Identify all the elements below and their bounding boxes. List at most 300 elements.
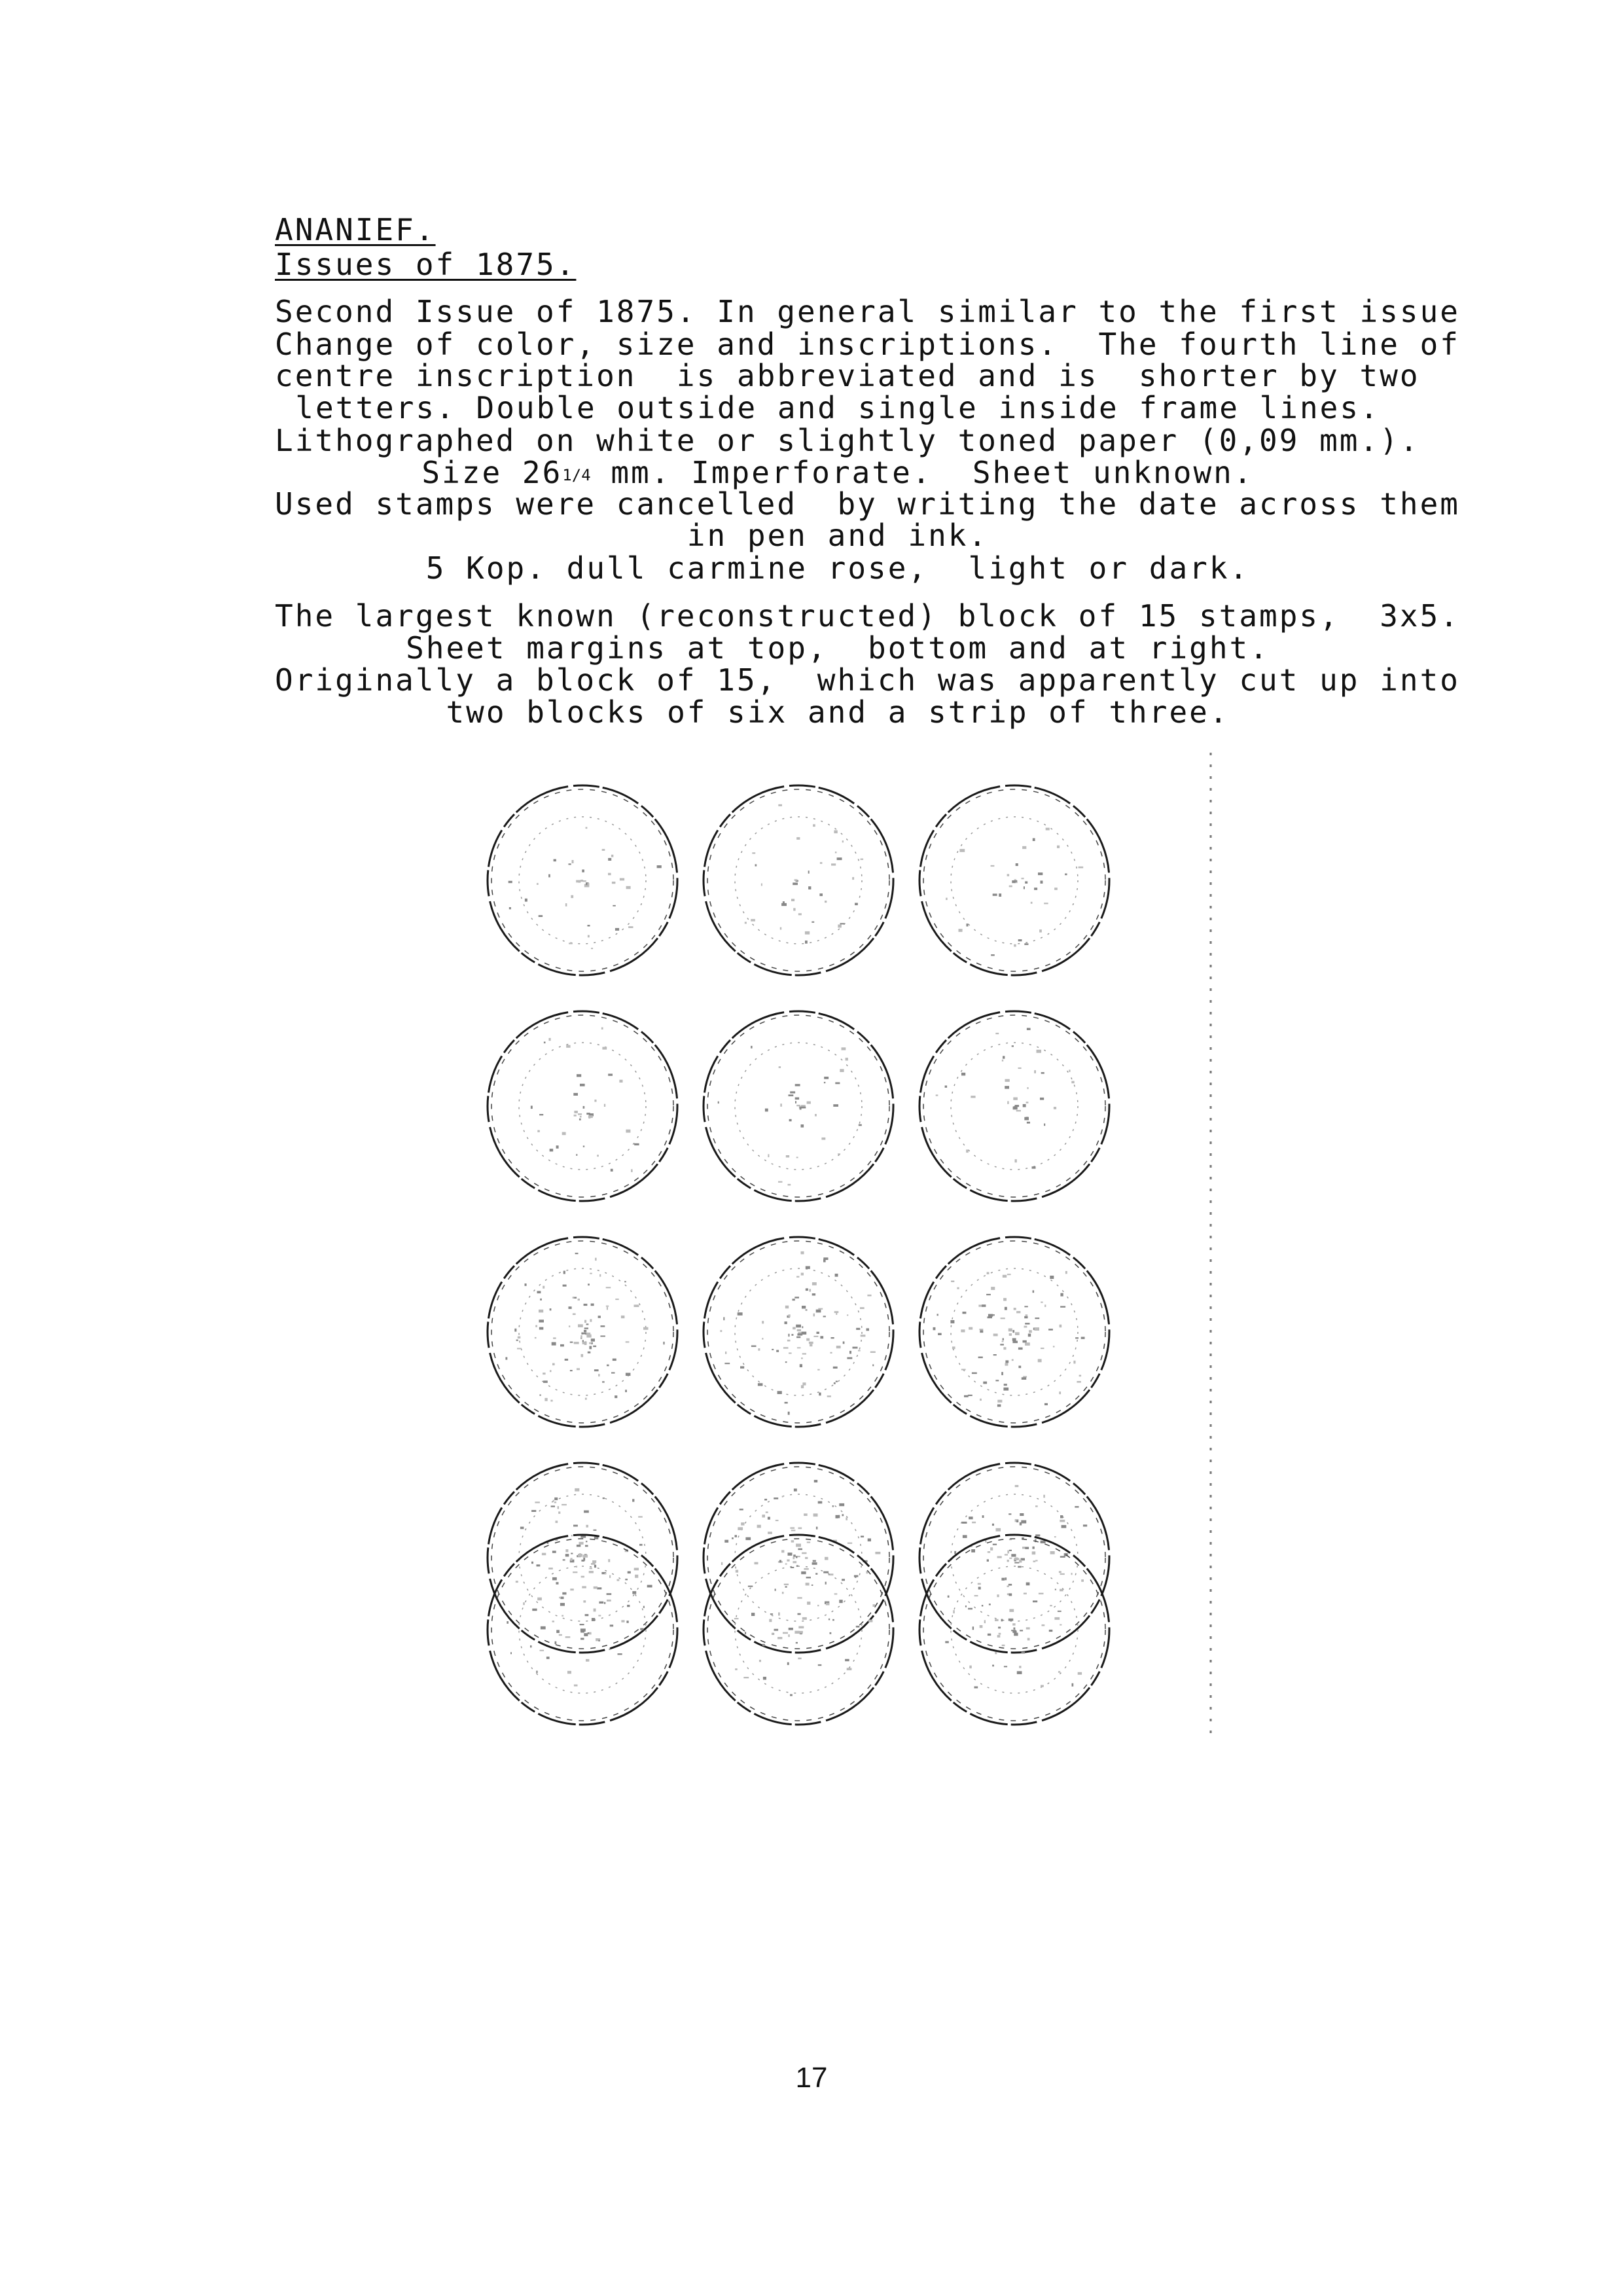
stamp-inscription-speck <box>813 1336 818 1337</box>
stamp-inscription-speck <box>517 1348 522 1349</box>
stamp-outer-frame <box>919 1535 1109 1725</box>
stamp-inscription-speck <box>520 1527 524 1530</box>
stamp-inscription-speck <box>1005 1079 1010 1082</box>
stamp-inscription-speck <box>798 1658 801 1660</box>
stamp-inscription-speck <box>1027 1638 1030 1641</box>
stamp-inner-frame <box>951 1043 1078 1170</box>
stamp-inscription-speck <box>785 1564 787 1565</box>
stamp-inscription-speck <box>751 1346 757 1347</box>
stamp-inscription-speck <box>938 1333 942 1335</box>
stamp-inscription-speck <box>609 1575 611 1578</box>
stamp-inscription-speck <box>554 1498 558 1500</box>
stamp-inscription-speck <box>839 1600 842 1603</box>
stamp-inscription-speck <box>1072 1683 1074 1687</box>
stamp-inscription-speck <box>740 1509 743 1511</box>
stamp-inscription-speck <box>1026 1627 1030 1629</box>
stamp-inscription-speck <box>858 1350 861 1352</box>
stamp-inscription-speck <box>997 1405 1001 1407</box>
stamp-inscription-speck <box>1035 1534 1040 1536</box>
stamp-inscription-speck <box>1024 1326 1027 1328</box>
stamp-inscription-speck <box>610 1624 613 1626</box>
stamp-inscription-speck <box>598 1640 600 1641</box>
stamp-inscription-speck <box>1005 1360 1008 1363</box>
stamp-inscription-speck <box>584 1327 588 1329</box>
stamp-inscription-speck <box>968 1395 972 1396</box>
stamp-inscription-speck <box>1012 1623 1015 1625</box>
stamp-inscription-speck <box>552 1363 555 1366</box>
stamp-inscription-speck <box>790 1527 794 1529</box>
stamp-inscription-speck <box>836 1381 838 1382</box>
stamp-inscription-speck <box>611 855 613 857</box>
stamp-inscription-speck <box>969 1516 973 1519</box>
stamp-inscription-speck <box>966 1149 969 1153</box>
stamp-inscription-speck <box>830 1632 832 1634</box>
stamp-inscription-speck <box>980 1330 983 1333</box>
stamp-inscription-speck <box>1054 1617 1060 1620</box>
stamp-inscription-speck <box>824 1082 825 1083</box>
stamp-inscription-speck <box>1034 1070 1036 1073</box>
stamp-inscription-speck <box>663 1342 664 1344</box>
stamp-inscription-speck <box>993 1354 997 1355</box>
stamp-inscription-speck <box>794 1297 799 1299</box>
stamp-inscription-speck <box>933 1327 936 1330</box>
stamp-inscription-speck <box>1019 1560 1022 1563</box>
stamp-inscription-speck <box>584 1330 586 1333</box>
stamp-inscription-speck <box>590 1319 592 1321</box>
stamp-inscription-speck <box>586 1335 591 1338</box>
stamp <box>919 1011 1109 1201</box>
stamp-inscription-speck <box>516 1340 518 1341</box>
stamp-inscription-speck <box>552 1621 555 1623</box>
stamp-inscription-speck <box>790 1694 793 1696</box>
stamp-inscription-speck <box>1058 1611 1061 1612</box>
stamp-inscription-speck <box>1014 1628 1016 1630</box>
stamp-inscription-speck <box>814 1480 817 1482</box>
stamp-inscription-speck <box>566 1045 570 1048</box>
stamp-inscription-speck <box>560 1344 564 1347</box>
stamp-inscription-speck <box>1041 1685 1044 1687</box>
stamp-inscription-speck <box>840 1069 844 1072</box>
stamp-inscription-speck <box>1060 1325 1062 1328</box>
stamp-inscription-speck <box>798 913 802 915</box>
stamp-inscription-speck <box>525 1283 527 1286</box>
stamp-inscription-speck <box>755 1562 758 1565</box>
stamp-inscription-speck <box>1033 1560 1036 1562</box>
stamp-inscription-speck <box>953 1610 955 1613</box>
stamp-inscription-speck <box>999 1633 1001 1635</box>
stamp-inscription-speck <box>1071 1573 1073 1575</box>
paragraph1-line-4: letters. Double outside and single inside frame lines. <box>295 390 1380 425</box>
stamp-inscription-speck <box>783 1347 789 1349</box>
stamp-inscription-speck <box>548 1568 553 1570</box>
stamp-inscription-speck <box>548 874 550 878</box>
stamp-inscription-speck <box>991 1287 995 1290</box>
stamp-inscription-speck <box>856 1626 860 1628</box>
stamp-inscription-speck <box>532 1609 537 1611</box>
stamp-inscription-speck <box>1020 1513 1024 1516</box>
stamp-inscription-speck <box>556 1520 558 1523</box>
stamp-inscription-speck <box>818 1308 823 1310</box>
stamp-inscription-speck <box>1028 1334 1031 1337</box>
stamp-inscription-speck <box>772 1633 774 1634</box>
stamp-inscription-speck <box>718 1102 719 1103</box>
stamp-inscription-speck <box>1014 1562 1019 1564</box>
stamp-inscription-speck <box>807 1541 810 1543</box>
stamp-inscription-speck <box>611 1372 615 1374</box>
stamp-inscription-speck <box>1081 1337 1085 1339</box>
stamp-inscription-speck <box>562 1592 566 1595</box>
stamp-inscription-speck <box>798 1631 803 1634</box>
stamp-inscription-speck <box>537 1598 542 1601</box>
paragraph2-line-2: Sheet margins at top, bottom and at right. <box>406 630 1270 666</box>
stamp-inscription-speck <box>980 1399 982 1401</box>
stamp-inscription-speck <box>832 1619 834 1621</box>
stamp-inscription-speck <box>550 1149 554 1151</box>
stamp-inscription-speck <box>583 1106 585 1109</box>
stamp-inscription-speck <box>806 1266 810 1269</box>
stamp-inscription-speck <box>598 1374 600 1376</box>
stamp-inscription-speck <box>835 1274 838 1277</box>
stamp-inscription-speck <box>543 1372 546 1374</box>
stamp-inscription-speck <box>602 849 605 851</box>
stamp-inscription-speck <box>765 1109 768 1112</box>
stamp-inscription-speck <box>798 1613 801 1615</box>
stamp-inscription-speck <box>787 1340 791 1342</box>
stamp-inscription-speck <box>1037 1050 1042 1053</box>
stamp-inscription-speck <box>797 1597 802 1599</box>
stamp-inscription-speck <box>987 1559 989 1562</box>
stamp-inscription-speck <box>855 903 858 905</box>
stamp-inscription-speck <box>868 1539 871 1542</box>
stamp-inscription-speck <box>569 1325 570 1327</box>
stamp-inscription-speck <box>582 870 584 872</box>
stamp-inscription-speck <box>830 1352 832 1354</box>
stamp-inscription-speck <box>597 1155 599 1157</box>
stamp-inscription-speck <box>812 1562 817 1565</box>
stamp-inscription-speck <box>1069 1069 1070 1071</box>
stamp-inscription-speck <box>805 941 808 944</box>
stamp-inscription-speck <box>552 1577 557 1581</box>
stamp-inscription-speck <box>751 1613 755 1616</box>
stamp-inscription-speck <box>797 1329 801 1331</box>
stamp-inscription-speck <box>954 1551 956 1554</box>
stamp-inscription-speck <box>634 1568 639 1570</box>
stamp-inscription-speck <box>1044 903 1048 904</box>
stamp-inscription-speck <box>539 1310 543 1313</box>
page-number: 17 <box>795 2062 828 2094</box>
stamp-inscription-speck <box>584 1633 588 1636</box>
stamp-inscription-speck <box>842 840 844 842</box>
stamp-inscription-speck <box>745 922 747 924</box>
size-fraction: 1/4 <box>562 465 591 484</box>
stamp-inscription-speck <box>1003 1338 1004 1340</box>
stamp-inner-frame <box>735 1566 862 1693</box>
stamp-inscription-speck <box>1009 1333 1012 1336</box>
stamp-inscription-speck <box>1011 1630 1016 1631</box>
stamp-inscription-speck <box>635 1575 638 1578</box>
stamp-inscription-speck <box>812 1293 815 1295</box>
stamp-inscription-speck <box>1071 1081 1074 1084</box>
stamp-inscription-speck <box>978 1357 983 1359</box>
stamp-inscription-speck <box>957 1287 959 1289</box>
stamp-inscription-speck <box>802 1353 806 1354</box>
stamp-inscription-speck <box>849 1351 851 1354</box>
stamp-inscription-speck <box>847 1314 848 1316</box>
stamp-inscription-speck <box>570 1588 574 1590</box>
stamp-inscription-speck <box>826 1603 830 1605</box>
stamp-inscription-speck <box>838 925 842 928</box>
stamp-inscription-speck <box>1003 1388 1008 1391</box>
stamp-inscription-speck <box>583 1145 584 1147</box>
stamp-inscription-speck <box>1018 1067 1022 1069</box>
stamp-inscription-speck <box>802 1326 803 1328</box>
stamp-inscription-speck <box>791 1334 793 1336</box>
stamp-inscription-speck <box>588 925 590 927</box>
stamp-inscription-speck <box>772 1349 774 1350</box>
paragraph1-line-6 <box>275 456 1400 490</box>
stamp-inscription-speck <box>793 1299 795 1300</box>
stamp-inscription-speck <box>836 1312 837 1315</box>
stamp-inscription-speck <box>834 1382 836 1384</box>
stamp-inscription-speck <box>993 1334 998 1336</box>
stamp-inscription-speck <box>1004 1384 1007 1386</box>
stamp-inscription-speck <box>831 1337 834 1338</box>
stamp-inscription-speck <box>615 1299 618 1300</box>
stamp-inscription-speck <box>1081 1579 1084 1582</box>
stamp-inscription-speck <box>554 859 556 862</box>
stamp <box>704 1535 893 1725</box>
stamp-inscription-speck <box>795 1084 800 1086</box>
stamp-inscription-speck <box>539 915 543 917</box>
stamp-inscription-speck <box>540 1650 544 1651</box>
stamp-inscription-speck <box>793 1556 794 1559</box>
stamp-inscription-speck <box>842 1579 845 1581</box>
stamp-inscription-speck <box>796 1105 800 1106</box>
stamp-inscription-speck <box>780 927 781 930</box>
stamp-inner-frame <box>519 1043 646 1170</box>
stamp-inscription-speck <box>735 1668 738 1670</box>
stamp-inscription-speck <box>582 1333 586 1335</box>
stamp-inscription-speck <box>761 884 762 886</box>
stamp-inscription-speck <box>554 1501 556 1503</box>
stamp-inscription-speck <box>810 1344 812 1346</box>
stamp-inscription-speck <box>556 1145 559 1149</box>
stamp-inscription-speck <box>569 1306 572 1309</box>
stamp-inscription-speck <box>815 1114 817 1117</box>
stamp-inscription-speck <box>634 1304 639 1307</box>
stamp-inscription-speck <box>1041 1072 1044 1074</box>
stamp-inscription-speck <box>1002 1645 1005 1647</box>
stamp-inscription-speck <box>575 1488 579 1492</box>
stamp-inscription-speck <box>1008 1329 1012 1332</box>
stamp-inscription-speck <box>868 1620 873 1623</box>
stamp-inscription-speck <box>776 1520 779 1521</box>
stamp-inscription-speck <box>574 1297 577 1299</box>
heading-place: ANANIEF. <box>275 212 436 247</box>
stamp-inscription-speck <box>588 1283 590 1285</box>
stamp-inscription-speck <box>541 1626 546 1630</box>
stamp-inscription-speck <box>574 1685 578 1687</box>
stamp-inscription-speck <box>796 1276 799 1278</box>
stamp-inscription-speck <box>819 1393 821 1396</box>
stamp-inscription-speck <box>594 1530 597 1531</box>
stamp-inscription-speck <box>801 1385 804 1388</box>
size-rest: mm. Imperforate. Sheet unknown. <box>590 455 1254 490</box>
stamp-inscription-speck <box>783 1632 788 1634</box>
stamp-inscription-speck <box>1016 1110 1021 1111</box>
stamp-inscription-speck <box>1060 1293 1063 1297</box>
stamp-inscription-speck <box>617 1579 620 1581</box>
stamp-inscription-speck <box>1054 1107 1056 1109</box>
stamp-inscription-speck <box>569 863 571 865</box>
stamp-inscription-speck <box>537 1130 540 1132</box>
stamp-inscription-speck <box>1005 1307 1007 1310</box>
stamp-inscription-speck <box>793 883 798 886</box>
stamp-inscription-speck <box>595 1258 597 1261</box>
stamp-inscription-speck <box>577 1074 581 1077</box>
stamp-inscription-speck <box>580 1638 584 1640</box>
stamp-inscription-speck <box>1002 1060 1003 1062</box>
stamp-inscription-speck <box>589 1342 592 1344</box>
stamp-outer-frame <box>704 1237 893 1427</box>
stamp-inscription-speck <box>789 1353 792 1354</box>
stamp-inscription-speck <box>575 1253 579 1254</box>
stamp-inscription-speck <box>580 1116 582 1118</box>
stamp-inscription-speck <box>1027 1028 1031 1030</box>
stamp-inscription-speck <box>759 1660 761 1662</box>
stamp-inscription-speck <box>797 1347 801 1348</box>
stamp-inscription-speck <box>643 1606 645 1608</box>
stamp-inscription-speck <box>839 1503 844 1506</box>
stamp-inscription-speck <box>579 880 581 883</box>
stamp-inscription-speck <box>1043 1495 1045 1498</box>
stamp-inscription-speck <box>571 1535 573 1537</box>
stamp-inscription-speck <box>592 1618 595 1621</box>
stamp-inscription-speck <box>556 1582 558 1585</box>
stamp-inscription-speck <box>1055 1589 1056 1590</box>
stamp-inscription-speck <box>860 1307 865 1309</box>
stamp-inscription-speck <box>951 1281 954 1283</box>
stamp-block-image <box>452 753 1237 1734</box>
stamp-inscription-speck <box>588 1115 593 1118</box>
stamp-inscription-speck <box>1022 878 1024 879</box>
stamp-inscription-speck <box>578 1299 580 1300</box>
stamp-inscription-speck <box>582 880 586 882</box>
stamp-inscription-speck <box>796 1565 798 1567</box>
stamp-inscription-speck <box>745 1632 746 1634</box>
stamp-inscription-speck <box>574 1342 579 1344</box>
stamp-inscription-speck <box>831 863 836 865</box>
stamp-inscription-speck <box>795 1098 799 1100</box>
stamp-outer-frame <box>488 1011 677 1201</box>
stamp-inscription-speck <box>643 1327 649 1330</box>
stamp-inscription-speck <box>626 1341 630 1342</box>
stamp-inscription-speck <box>820 1336 823 1338</box>
stamp-inscription-speck <box>813 1513 818 1516</box>
stamp <box>919 1535 1109 1725</box>
stamp-inscription-speck <box>808 870 810 874</box>
stamp-inscription-speck <box>793 908 795 910</box>
stamp-inscription-speck <box>788 1552 793 1556</box>
stamp-inscription-speck <box>594 1369 599 1371</box>
stamp-inscription-speck <box>597 1587 601 1589</box>
stamp-inscription-speck <box>1009 1550 1012 1551</box>
stamp-inscription-speck <box>796 1556 798 1558</box>
stamp-inscription-speck <box>553 1500 554 1501</box>
stamp-inner-frame <box>951 1494 1078 1621</box>
stamp-inscription-speck <box>755 864 757 866</box>
paragraph1-line-3: centre inscription is abbreviated and is shorter by two <box>275 358 1420 393</box>
stamp-inscription-speck <box>573 1571 577 1573</box>
stamp-inscription-speck <box>1078 1672 1082 1675</box>
stamp-inscription-speck <box>577 1545 580 1547</box>
stamp-inscription-speck <box>823 1316 826 1317</box>
stamp-inscription-speck <box>574 1111 578 1113</box>
stamp-inscription-speck <box>565 1554 569 1556</box>
stamp-inscription-speck <box>1014 1558 1020 1560</box>
stamp-inscription-speck <box>1016 1311 1020 1313</box>
stamp-inscription-speck <box>585 1545 588 1547</box>
stamp-inscription-speck <box>1060 1520 1065 1522</box>
stamp-inscription-speck <box>762 1515 765 1517</box>
stamp-inscription-speck <box>591 1563 596 1565</box>
paragraph1-line-9: 5 Kop. dull carmine rose, light or dark. <box>425 550 1250 586</box>
stamp-inscription-speck <box>1024 1306 1027 1307</box>
stamp-inscription-speck <box>789 1628 793 1630</box>
stamp-inscription-speck <box>946 898 948 901</box>
stamp-inscription-speck <box>537 1564 541 1566</box>
stamp-inscription-speck <box>624 1281 626 1282</box>
stamp-inscription-speck <box>1054 1536 1056 1537</box>
stamp-inscription-speck <box>582 1342 587 1344</box>
stamp-inscription-speck <box>590 1568 592 1569</box>
stamp-inscription-speck <box>997 1635 1001 1638</box>
stamp-inscription-speck <box>1001 1372 1003 1375</box>
stamp-inscription-speck <box>1022 1651 1026 1653</box>
stamp-inscription-speck <box>550 1308 552 1310</box>
stamp-inscription-speck <box>824 1077 829 1079</box>
stamp-inscription-speck <box>834 831 837 834</box>
stamp-inscription-speck <box>581 1354 584 1357</box>
stamp-inscription-speck <box>1007 1101 1008 1104</box>
stamp-inscription-speck <box>631 1169 633 1172</box>
stamp-inscription-speck <box>813 1560 816 1562</box>
stamp-inscription-speck <box>1073 1361 1075 1364</box>
stamp-inscription-speck <box>835 852 837 853</box>
stamp-inscription-speck <box>608 858 611 861</box>
stamp-inscription-speck <box>734 1618 739 1619</box>
stamp-inscription-speck <box>993 1544 997 1545</box>
stamp-inscription-speck <box>945 1086 948 1088</box>
stamp-inscription-speck <box>861 1535 864 1537</box>
stamp-inscription-speck <box>965 1605 967 1607</box>
stamp-inscription-speck <box>632 1499 634 1501</box>
stamp-inscription-speck <box>990 1547 993 1551</box>
stamp-inscription-speck <box>1065 1271 1067 1274</box>
stamp-inscription-speck <box>1041 1541 1046 1543</box>
stamp-inscription-speck <box>598 1316 601 1318</box>
stamp-inscription-speck <box>778 1181 783 1183</box>
stamp-inscription-speck <box>1033 838 1035 841</box>
stamp-inscription-speck <box>791 899 794 901</box>
stamp-inscription-speck <box>572 860 574 863</box>
stamp-inscription-speck <box>724 1540 728 1543</box>
stamp-inscription-speck <box>785 1306 789 1309</box>
stamp-inscription-speck <box>820 862 823 864</box>
stamp-inscription-speck <box>627 1605 630 1607</box>
stamp-inscription-speck <box>1016 880 1017 882</box>
stamp-inscription-speck <box>599 1602 603 1604</box>
